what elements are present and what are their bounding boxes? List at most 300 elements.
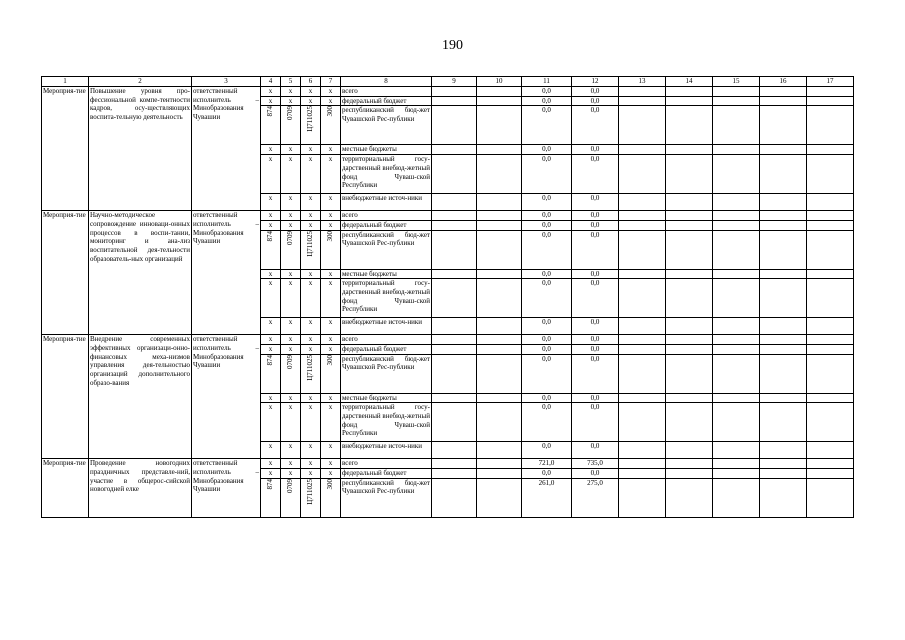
section-code (281, 478, 301, 517)
code-placeholder: x (321, 442, 341, 459)
code-placeholder: x (281, 393, 301, 403)
target-article-code (301, 478, 321, 517)
column-number: 6 (301, 77, 321, 87)
amount-col-13 (619, 354, 666, 393)
grbs-code-text: 874 (266, 106, 275, 117)
funding-source: внебюджетные источ-ники (341, 318, 432, 335)
code-placeholder: x (301, 459, 321, 469)
code-placeholder: x (261, 145, 281, 155)
column-number: 11 (522, 77, 572, 87)
amount-col-11: 0,0 (522, 155, 572, 194)
amount-col-16 (760, 459, 807, 469)
code-placeholder: x (281, 469, 301, 479)
code-placeholder: x (281, 96, 301, 106)
amount-col-17 (807, 145, 854, 155)
amount-col-10 (477, 230, 522, 269)
measure-kind: Мероприя-тие (42, 211, 89, 335)
amount-col-11: 0,0 (522, 269, 572, 279)
amount-col-9 (432, 211, 477, 221)
code-placeholder: x (301, 469, 321, 479)
grbs-code (261, 106, 281, 145)
amount-col-14 (666, 106, 713, 145)
amount-col-9 (432, 393, 477, 403)
amount-col-15 (713, 211, 760, 221)
amount-col-12: 0,0 (572, 344, 619, 354)
amount-col-16 (760, 230, 807, 269)
amount-col-15 (713, 87, 760, 97)
amount-col-15 (713, 344, 760, 354)
amount-col-16 (760, 469, 807, 479)
amount-col-12: 0,0 (572, 211, 619, 221)
amount-col-17 (807, 478, 854, 517)
amount-col-11: 261,0 (522, 478, 572, 517)
measure-title: Проведение новогодних праздничных представле-ний, участие в общерос-сийской новогодней елке (89, 459, 192, 517)
column-number: 5 (281, 77, 301, 87)
amount-col-14 (666, 96, 713, 106)
column-number: 8 (341, 77, 432, 87)
amount-col-14 (666, 478, 713, 517)
amount-col-14 (666, 145, 713, 155)
measure-kind: Мероприя-тие (42, 459, 89, 517)
code-placeholder: x (261, 469, 281, 479)
amount-col-17 (807, 344, 854, 354)
code-placeholder: x (321, 269, 341, 279)
amount-col-12: 0,0 (572, 194, 619, 211)
amount-col-12: 0,0 (572, 442, 619, 459)
amount-col-17 (807, 87, 854, 97)
code-placeholder: x (261, 96, 281, 106)
amount-col-11: 0,0 (522, 318, 572, 335)
amount-col-10 (477, 442, 522, 459)
amount-col-11: 721,0 (522, 459, 572, 469)
amount-col-17 (807, 442, 854, 459)
amount-col-14 (666, 403, 713, 442)
column-number: 16 (760, 77, 807, 87)
amount-col-14 (666, 230, 713, 269)
measure-title: Повышение уровня про-фессиональной компе-тентности кадров, осу-ществляющих воспита-тельную деятельность (89, 87, 192, 211)
responsible-executor: ответственный исполнитель – Минобразования Чувашии (192, 459, 261, 517)
amount-col-11: 0,0 (522, 393, 572, 403)
amount-col-13 (619, 87, 666, 97)
funding-source: местные бюджеты (341, 269, 432, 279)
amount-col-12: 0,0 (572, 318, 619, 335)
code-placeholder: x (301, 318, 321, 335)
amount-col-15 (713, 403, 760, 442)
table-row (42, 459, 854, 469)
funding-source: республиканский бюд-жет Чувашской Рес-публики (341, 106, 432, 145)
amount-col-10 (477, 335, 522, 345)
funding-source: внебюджетные источ-ники (341, 442, 432, 459)
amount-col-14 (666, 354, 713, 393)
target-article-code (301, 230, 321, 269)
responsible-executor: ответственный исполнитель – Минобразования Чувашии (192, 211, 261, 335)
funding-source: местные бюджеты (341, 145, 432, 155)
amount-col-13 (619, 469, 666, 479)
amount-col-16 (760, 344, 807, 354)
amount-col-10 (477, 145, 522, 155)
amount-col-10 (477, 155, 522, 194)
amount-col-15 (713, 335, 760, 345)
amount-col-9 (432, 344, 477, 354)
amount-col-10 (477, 96, 522, 106)
amount-col-13 (619, 478, 666, 517)
amount-col-12: 275,0 (572, 478, 619, 517)
amount-col-10 (477, 354, 522, 393)
amount-col-14 (666, 269, 713, 279)
amount-col-13 (619, 145, 666, 155)
amount-col-15 (713, 96, 760, 106)
amount-col-15 (713, 279, 760, 318)
amount-col-11: 0,0 (522, 469, 572, 479)
grbs-code (261, 230, 281, 269)
code-placeholder: x (261, 318, 281, 335)
amount-col-17 (807, 279, 854, 318)
column-number: 1 (42, 77, 89, 87)
amount-col-17 (807, 335, 854, 345)
code-placeholder: x (261, 344, 281, 354)
code-placeholder: x (301, 87, 321, 97)
amount-col-10 (477, 469, 522, 479)
code-placeholder: x (261, 393, 281, 403)
code-placeholder: x (281, 87, 301, 97)
amount-col-16 (760, 87, 807, 97)
amount-col-15 (713, 106, 760, 145)
code-placeholder: x (321, 155, 341, 194)
funding-source: федеральный бюджет (341, 344, 432, 354)
amount-col-12: 0,0 (572, 279, 619, 318)
amount-col-12: 0,0 (572, 469, 619, 479)
amount-col-10 (477, 478, 522, 517)
code-placeholder: x (321, 194, 341, 211)
amount-col-9 (432, 230, 477, 269)
amount-col-9 (432, 87, 477, 97)
amount-col-9 (432, 145, 477, 155)
amount-col-11: 0,0 (522, 344, 572, 354)
column-number: 4 (261, 77, 281, 87)
amount-col-12: 0,0 (572, 155, 619, 194)
amount-col-13 (619, 335, 666, 345)
amount-col-17 (807, 459, 854, 469)
amount-col-17 (807, 354, 854, 393)
amount-col-15 (713, 469, 760, 479)
amount-col-13 (619, 393, 666, 403)
amount-col-9 (432, 318, 477, 335)
table-row (42, 335, 854, 345)
amount-col-15 (713, 220, 760, 230)
code-placeholder: x (281, 145, 301, 155)
grbs-code-text: 874 (266, 478, 275, 490)
amount-col-9 (432, 354, 477, 393)
column-number: 10 (477, 77, 522, 87)
amount-col-14 (666, 442, 713, 459)
column-number: 9 (432, 77, 477, 87)
amount-col-17 (807, 96, 854, 106)
amount-col-11: 0,0 (522, 403, 572, 442)
expense-type-code (321, 478, 341, 517)
amount-col-17 (807, 393, 854, 403)
amount-col-14 (666, 87, 713, 97)
code-placeholder: x (281, 318, 301, 335)
code-placeholder: x (281, 459, 301, 469)
code-placeholder: x (301, 211, 321, 221)
amount-col-9 (432, 442, 477, 459)
amount-col-12: 735,0 (572, 459, 619, 469)
target-article-code (301, 106, 321, 145)
amount-col-16 (760, 106, 807, 145)
measure-kind: Мероприя-тие (42, 87, 89, 211)
code-placeholder: x (321, 96, 341, 106)
amount-col-16 (760, 145, 807, 155)
amount-col-11: 0,0 (522, 279, 572, 318)
amount-col-15 (713, 145, 760, 155)
grbs-code-text: 874 (266, 230, 275, 242)
amount-col-12: 0,0 (572, 354, 619, 393)
code-placeholder: x (301, 96, 321, 106)
code-placeholder: x (321, 393, 341, 403)
amount-col-10 (477, 87, 522, 97)
code-placeholder: x (261, 220, 281, 230)
amount-col-16 (760, 279, 807, 318)
amount-col-10 (477, 459, 522, 469)
amount-col-17 (807, 211, 854, 221)
column-number: 2 (89, 77, 192, 87)
amount-col-15 (713, 269, 760, 279)
amount-col-14 (666, 194, 713, 211)
funding-source: всего (341, 335, 432, 345)
code-placeholder: x (321, 279, 341, 318)
amount-col-16 (760, 354, 807, 393)
amount-col-10 (477, 194, 522, 211)
amount-col-14 (666, 459, 713, 469)
amount-col-13 (619, 96, 666, 106)
amount-col-15 (713, 442, 760, 459)
section-code-text: 0709 (286, 478, 295, 493)
amount-col-17 (807, 194, 854, 211)
target-article-code-text: Ц711025 (306, 478, 315, 505)
amount-col-13 (619, 220, 666, 230)
code-placeholder: x (261, 459, 281, 469)
amount-col-12: 0,0 (572, 87, 619, 97)
expense-type-code-text: 300 (326, 230, 335, 242)
amount-col-11: 0,0 (522, 230, 572, 269)
code-placeholder: x (321, 318, 341, 335)
amount-col-11: 0,0 (522, 145, 572, 155)
amount-col-17 (807, 469, 854, 479)
amount-col-14 (666, 220, 713, 230)
amount-col-14 (666, 344, 713, 354)
amount-col-17 (807, 220, 854, 230)
expense-type-code (321, 106, 341, 145)
amount-col-11: 0,0 (522, 194, 572, 211)
amount-col-12: 0,0 (572, 145, 619, 155)
page-number: 190 (442, 38, 463, 53)
section-code (281, 106, 301, 145)
measure-kind: Мероприя-тие (42, 335, 89, 459)
amount-col-9 (432, 155, 477, 194)
code-placeholder: x (281, 220, 301, 230)
amount-col-14 (666, 469, 713, 479)
responsible-executor: ответственный исполнитель – Минобразования Чувашии (192, 335, 261, 459)
amount-col-16 (760, 403, 807, 442)
amount-col-12: 0,0 (572, 393, 619, 403)
funding-source: территориальный госу-дарственный внебюд-жетный фонд Чуваш-ской Республики (341, 403, 432, 442)
amount-col-16 (760, 96, 807, 106)
code-placeholder: x (321, 344, 341, 354)
amount-col-17 (807, 269, 854, 279)
amount-col-9 (432, 96, 477, 106)
target-article-code-text: Ц711025 (306, 230, 315, 257)
column-number: 15 (713, 77, 760, 87)
code-placeholder: x (321, 335, 341, 345)
code-placeholder: x (321, 211, 341, 221)
code-placeholder: x (321, 220, 341, 230)
amount-col-9 (432, 469, 477, 479)
amount-col-13 (619, 403, 666, 442)
budget-table (41, 76, 854, 518)
amount-col-12: 0,0 (572, 106, 619, 145)
column-number: 14 (666, 77, 713, 87)
amount-col-10 (477, 344, 522, 354)
amount-col-16 (760, 335, 807, 345)
funding-source: республиканский бюд-жет Чувашской Рес-публики (341, 478, 432, 517)
amount-col-13 (619, 230, 666, 269)
amount-col-10 (477, 211, 522, 221)
amount-col-12: 0,0 (572, 335, 619, 345)
amount-col-15 (713, 478, 760, 517)
funding-source: внебюджетные источ-ники (341, 194, 432, 211)
amount-col-10 (477, 220, 522, 230)
amount-col-12: 0,0 (572, 269, 619, 279)
expense-type-code-text: 300 (326, 354, 335, 366)
code-placeholder: x (301, 145, 321, 155)
amount-col-13 (619, 269, 666, 279)
amount-col-10 (477, 393, 522, 403)
expense-type-code (321, 354, 341, 393)
amount-col-13 (619, 155, 666, 194)
amount-col-9 (432, 106, 477, 145)
code-placeholder: x (281, 269, 301, 279)
column-number: 7 (321, 77, 341, 87)
code-placeholder: x (301, 155, 321, 194)
funding-source: федеральный бюджет (341, 96, 432, 106)
amount-col-16 (760, 269, 807, 279)
code-placeholder: x (261, 211, 281, 221)
code-placeholder: x (261, 194, 281, 211)
amount-col-14 (666, 318, 713, 335)
code-placeholder: x (301, 403, 321, 442)
code-placeholder: x (301, 269, 321, 279)
funding-source: федеральный бюджет (341, 220, 432, 230)
amount-col-15 (713, 459, 760, 469)
target-article-code-text: Ц711025 (306, 106, 315, 133)
amount-col-15 (713, 194, 760, 211)
amount-col-16 (760, 393, 807, 403)
amount-col-9 (432, 269, 477, 279)
section-code-text: 0709 (286, 354, 295, 369)
funding-source: всего (341, 87, 432, 97)
column-number: 13 (619, 77, 666, 87)
amount-col-9 (432, 459, 477, 469)
amount-col-12: 0,0 (572, 403, 619, 442)
amount-col-11: 0,0 (522, 211, 572, 221)
code-placeholder: x (321, 87, 341, 97)
amount-col-13 (619, 442, 666, 459)
responsible-executor: ответственный исполнитель – Минобразования Чувашии (192, 87, 261, 211)
code-placeholder: x (301, 393, 321, 403)
amount-col-13 (619, 106, 666, 145)
code-placeholder: x (301, 279, 321, 318)
amount-col-12: 0,0 (572, 220, 619, 230)
amount-col-13 (619, 459, 666, 469)
amount-col-11: 0,0 (522, 87, 572, 97)
funding-source: территориальный госу-дарственный внебюд-жетный фонд Чуваш-ской Республики (341, 279, 432, 318)
code-placeholder: x (261, 155, 281, 194)
expense-type-code (321, 230, 341, 269)
amount-col-15 (713, 354, 760, 393)
amount-col-16 (760, 220, 807, 230)
amount-col-10 (477, 106, 522, 145)
amount-col-16 (760, 442, 807, 459)
code-placeholder: x (261, 335, 281, 345)
amount-col-11: 0,0 (522, 106, 572, 145)
code-placeholder: x (261, 279, 281, 318)
measure-title: Научно-методическое сопровождение инноваци-онных процессов в воспи-тании, мониторинг и ана-лиз воспитательной дея-тельности образователь-ных организаций (89, 211, 192, 335)
section-code-text: 0709 (286, 106, 295, 121)
amount-col-9 (432, 478, 477, 517)
amount-col-15 (713, 155, 760, 194)
amount-col-9 (432, 403, 477, 442)
amount-col-16 (760, 211, 807, 221)
amount-col-11: 0,0 (522, 220, 572, 230)
code-placeholder: x (301, 442, 321, 459)
code-placeholder: x (301, 335, 321, 345)
amount-col-14 (666, 393, 713, 403)
code-placeholder: x (281, 442, 301, 459)
amount-col-10 (477, 403, 522, 442)
amount-col-12: 0,0 (572, 96, 619, 106)
code-placeholder: x (261, 442, 281, 459)
amount-col-13 (619, 318, 666, 335)
funding-source: республиканский бюд-жет Чувашской Рес-публики (341, 354, 432, 393)
target-article-code-text: Ц711025 (306, 354, 315, 381)
funding-source: территориальный госу-дарственный внебюд-жетный фонд Чуваш-ской Республики (341, 155, 432, 194)
amount-col-10 (477, 318, 522, 335)
amount-col-15 (713, 393, 760, 403)
amount-col-14 (666, 155, 713, 194)
amount-col-17 (807, 403, 854, 442)
funding-source: федеральный бюджет (341, 469, 432, 479)
code-placeholder: x (281, 194, 301, 211)
code-placeholder: x (281, 335, 301, 345)
code-placeholder: x (261, 269, 281, 279)
code-placeholder: x (301, 344, 321, 354)
code-placeholder: x (321, 469, 341, 479)
column-number: 12 (572, 77, 619, 87)
amount-col-11: 0,0 (522, 335, 572, 345)
amount-col-16 (760, 194, 807, 211)
amount-col-11: 0,0 (522, 354, 572, 393)
code-placeholder: x (281, 279, 301, 318)
amount-col-13 (619, 211, 666, 221)
funding-source: всего (341, 459, 432, 469)
column-number-row (42, 77, 854, 87)
funding-source: всего (341, 211, 432, 221)
expense-type-code-text: 300 (326, 106, 335, 117)
column-number: 3 (192, 77, 261, 87)
code-placeholder: x (281, 344, 301, 354)
code-placeholder: x (321, 145, 341, 155)
amount-col-16 (760, 318, 807, 335)
